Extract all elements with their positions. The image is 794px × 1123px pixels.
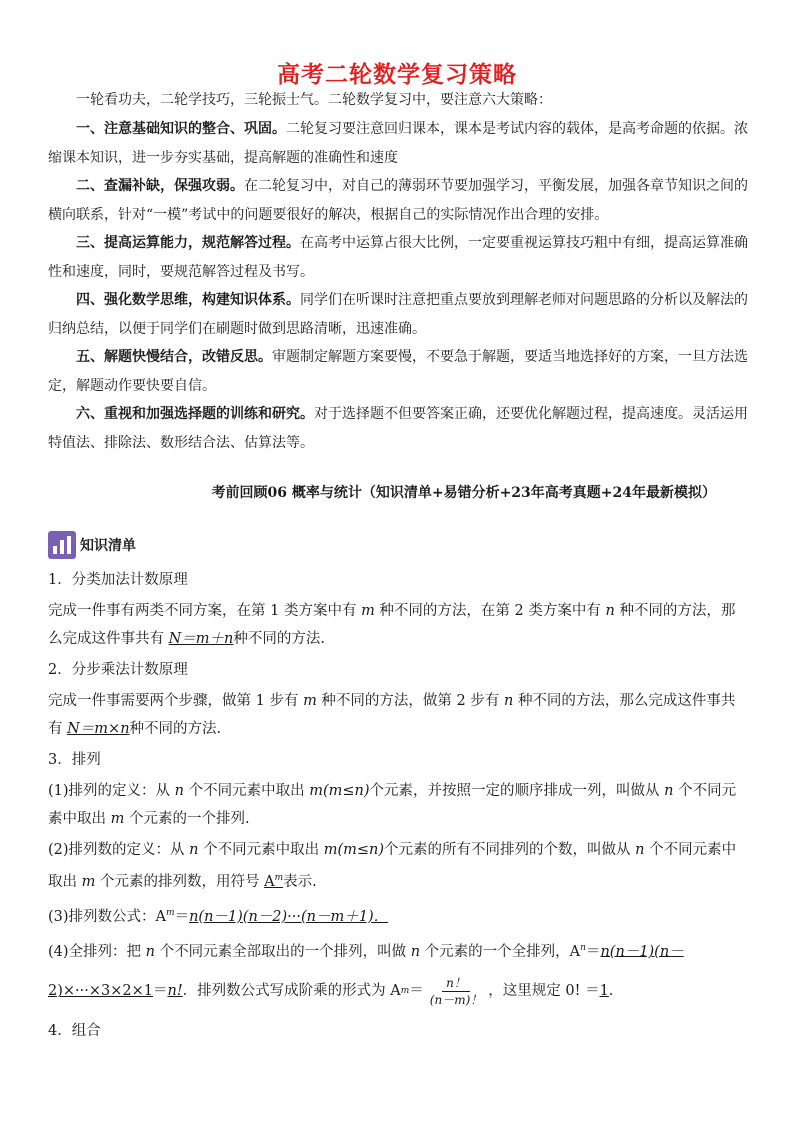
heading-2: 2．分步乘法计数原理 [48, 662, 188, 678]
knowledge-content [48, 566, 748, 1045]
intro-paragraph-0 [48, 86, 748, 115]
paragraph-1: 完成一件事有两类不同方案，在第 1 类方案中有 m 种不同的方法，在第 2 类方案中有 n 种不同的方法，那么完成这件事共有 N＝m＋n种不同的方法. [48, 603, 736, 647]
strategy-3-heading: 三、提高运算能力，规范解答过程。 [76, 235, 300, 251]
factorial-fraction: $\frac{n!}{(n-m)!}$ [429, 975, 483, 1007]
formula-sum: N＝m＋n [168, 631, 234, 647]
definition-4: (4)全排列：把 n 个不同元素全部取出的一个排列，叫做 n 个元素的一个全排列，$A^n=n(n-1)(n-$ [48, 942, 684, 960]
heading-1: 1．分类加法计数原理 [48, 572, 188, 588]
page-title: 高考二轮数学复习策略 [277, 62, 517, 88]
strategy-4-text: 同学们在听课时注意把重点要放到理解老师对问题思路的分析以及解法的归纳总结，以便于同学们在刷题时做到思路清晰，迅速准确。 [48, 292, 748, 337]
definition-4-cont: 2)×···×3×2×1 ＝ n! ．排列数公式写成阶乘的形式为 A m ＝ $\frac{n!}{(n-m)!}$ ，这里规定 0! ＝ 1 . [48, 975, 614, 1007]
strategy-6-text: 对于选择题不但要答案正确，还要优化解题过程，提高速度。灵活运用特值法、排除法、数形结合法、估算法等。 [48, 406, 748, 451]
strategy-2 [48, 172, 748, 229]
heading-3: 3．排列 [48, 752, 101, 768]
strategy-5-text: 审题制定解题方案要慢，不要急于解题，要适当地选择好的方案，一旦方法选定，解题动作要快要自信。 [48, 349, 748, 394]
strategy-3-text: 在高考中运算占很大比例，一定要重视运算技巧粗中有细，提高运算准确性和速度，同时，要规范解答过程及书写。 [48, 235, 748, 280]
strategy-4 [48, 286, 748, 343]
intro-text: 一轮看功夫，二轮学技巧，三轮振士气。二轮数学复习中，要注意六大策略： [76, 92, 552, 108]
definition-2: (2)排列数的定义：从 n 个不同元素中取出 m(m≤n)个元素的所有不同排列的个数，叫做从 n 个不同元素中取出 m 个元素的排列数，用符号 $A^m$表示. [48, 842, 737, 890]
knowledge-title: 知识清单 [80, 538, 136, 554]
strategy-5 [48, 343, 748, 400]
knowledge-header [48, 531, 136, 559]
strategy-5-heading: 五、解题快慢结合，改错反思。 [76, 349, 272, 365]
heading-4: 4．组合 [48, 1023, 101, 1040]
definition-1: (1)排列的定义：从 n 个不同元素中取出 m(m≤n)个元素，并按照一定的顺序排成一列，叫做从 n 个不同元素中取出 m 个元素的一个排列. [48, 783, 737, 827]
strategy-1 [48, 115, 748, 172]
strategy-2-text: 在二轮复习中，对自己的薄弱环节要加强学习，平衡发展，加强各章节知识之间的横向联系，针对“一模”考试中的问题要很好的解决，根据自己的实际情况作出合理的安排。 [48, 178, 748, 223]
strategy-4-heading: 四、强化数学思维，构建知识体系。 [76, 292, 300, 308]
bar-chart-icon [48, 531, 76, 559]
strategy-1-text: 二轮复习要注意回归课本，课本是考试内容的载体，是高考命题的依据。浓缩课本知识，进一步夯实基础，提高解题的准确性和速度 [48, 121, 748, 166]
strategy-2-heading: 二、查漏补缺，保强攻弱。 [76, 178, 244, 194]
formula-permutation: n(n－1)(n－2)···(n－m＋1)． [189, 908, 389, 925]
paragraph-2: 完成一件事需要两个步骤，做第 1 步有 m 种不同的方法，做第 2 步有 n 种不同的方法，那么完成这件事共有 N＝m×n种不同的方法. [48, 693, 736, 737]
strategy-6-heading: 六、重视和加强选择题的训练和研究。 [76, 406, 314, 422]
section-subtitle: 考前回顾06 概率与统计（知识清单+易错分析+23年高考真题+24年最新模拟） [211, 485, 716, 501]
strategy-6 [48, 400, 748, 457]
definition-3: (3)排列数公式：$A^m=n(n-1)(n-2)\cdot\cdot\cdot(n-m+1)$． [48, 907, 389, 925]
strategy-1-heading: 一、注意基础知识的整合、巩固。 [76, 121, 286, 137]
strategy-3 [48, 229, 748, 286]
formula-product: N＝m×n [67, 721, 130, 737]
